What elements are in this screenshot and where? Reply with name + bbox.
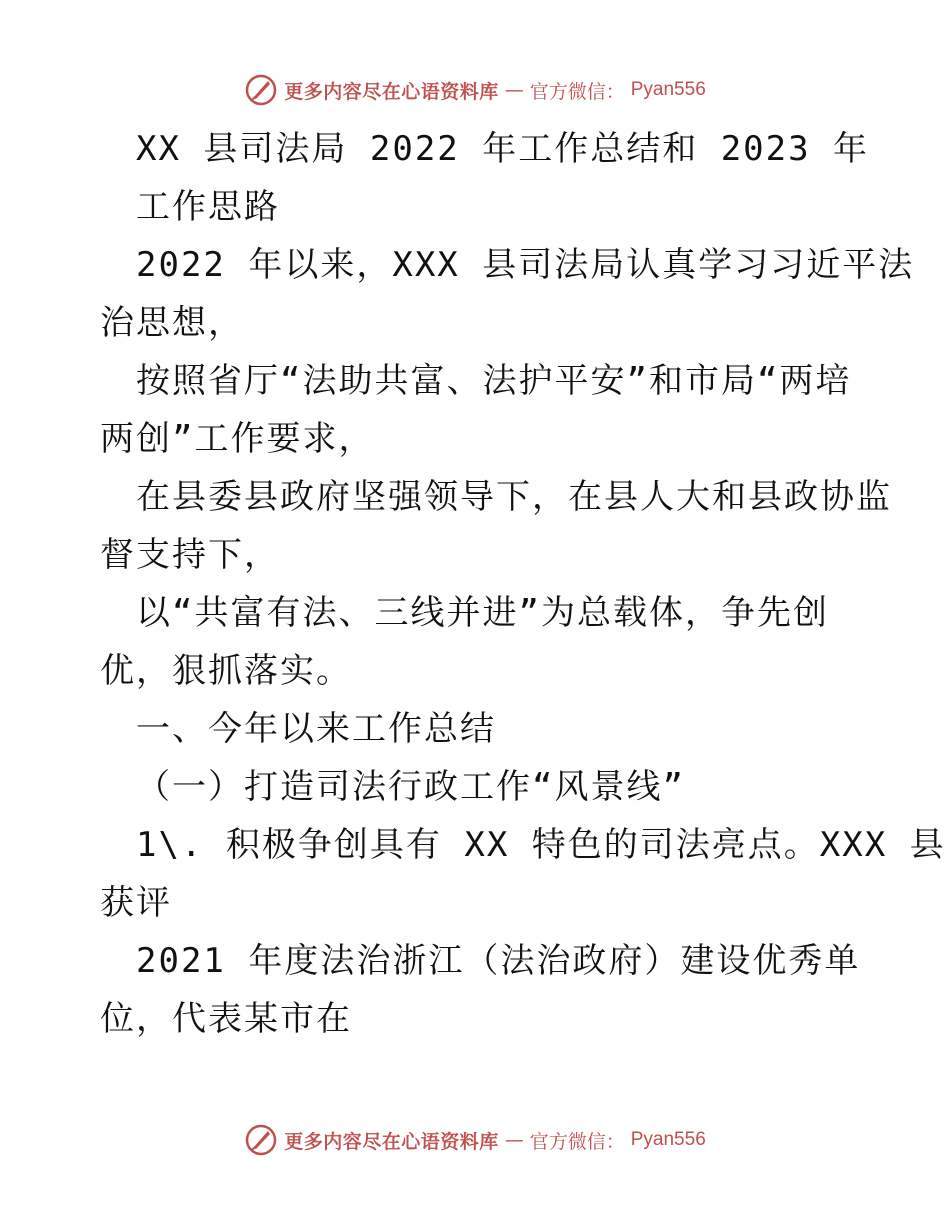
watermark-wechat-label: 官方微信：	[529, 1130, 625, 1153]
watermark-text: 更多内容尽在心语资料库	[284, 1130, 499, 1153]
section-heading: 一、今年以来工作总结	[136, 709, 496, 749]
paragraph-line: 督支持下，	[100, 535, 280, 575]
watermark-text: 更多内容尽在心语资料库	[284, 80, 499, 103]
watermark-header	[0, 70, 950, 110]
doc-title-line-1: XX 县司法局 2022 年工作总结和 2023 年	[136, 129, 870, 169]
paragraph-line: 1\. 积极争创具有 XX 特色的司法亮点。XXX 县	[136, 825, 946, 865]
watermark-wechat-label: 官方微信：	[529, 80, 625, 103]
paragraph-line: 位，代表某市在	[100, 999, 352, 1039]
paragraph-line: 以“共富有法、三线并进”为总载体，争先创	[136, 593, 829, 633]
paragraph-line: 2022 年以来，XXX 县司法局认真学习习近平法	[136, 245, 915, 285]
quill-logo-icon	[244, 73, 278, 107]
paragraph-line: 在县委县政府坚强领导下，在县人大和县政协监	[136, 477, 892, 517]
watermark-wechat-id: Pyan556	[630, 79, 706, 100]
paragraph-line: 2021 年度法治浙江（法治政府）建设优秀单	[136, 941, 861, 981]
watermark-wechat-id: Pyan556	[630, 1129, 706, 1150]
paragraph-line: 获评	[100, 883, 172, 923]
paragraph-line: 优，狠抓落实。	[100, 651, 352, 691]
paragraph-line: 治思想，	[100, 303, 244, 343]
paragraph-line: 两创”工作要求，	[100, 419, 375, 459]
paragraph-line: 按照省厅“法助共富、法护平安”和市局“两培	[136, 361, 852, 401]
doc-title-line-2: 工作思路	[136, 187, 280, 227]
watermark-footer	[0, 1120, 950, 1160]
quill-logo-icon	[244, 1123, 278, 1157]
watermark-dash: —	[504, 79, 524, 101]
subsection-heading: （一）打造司法行政工作“风景线”	[136, 767, 685, 807]
watermark-dash: —	[504, 1129, 524, 1151]
